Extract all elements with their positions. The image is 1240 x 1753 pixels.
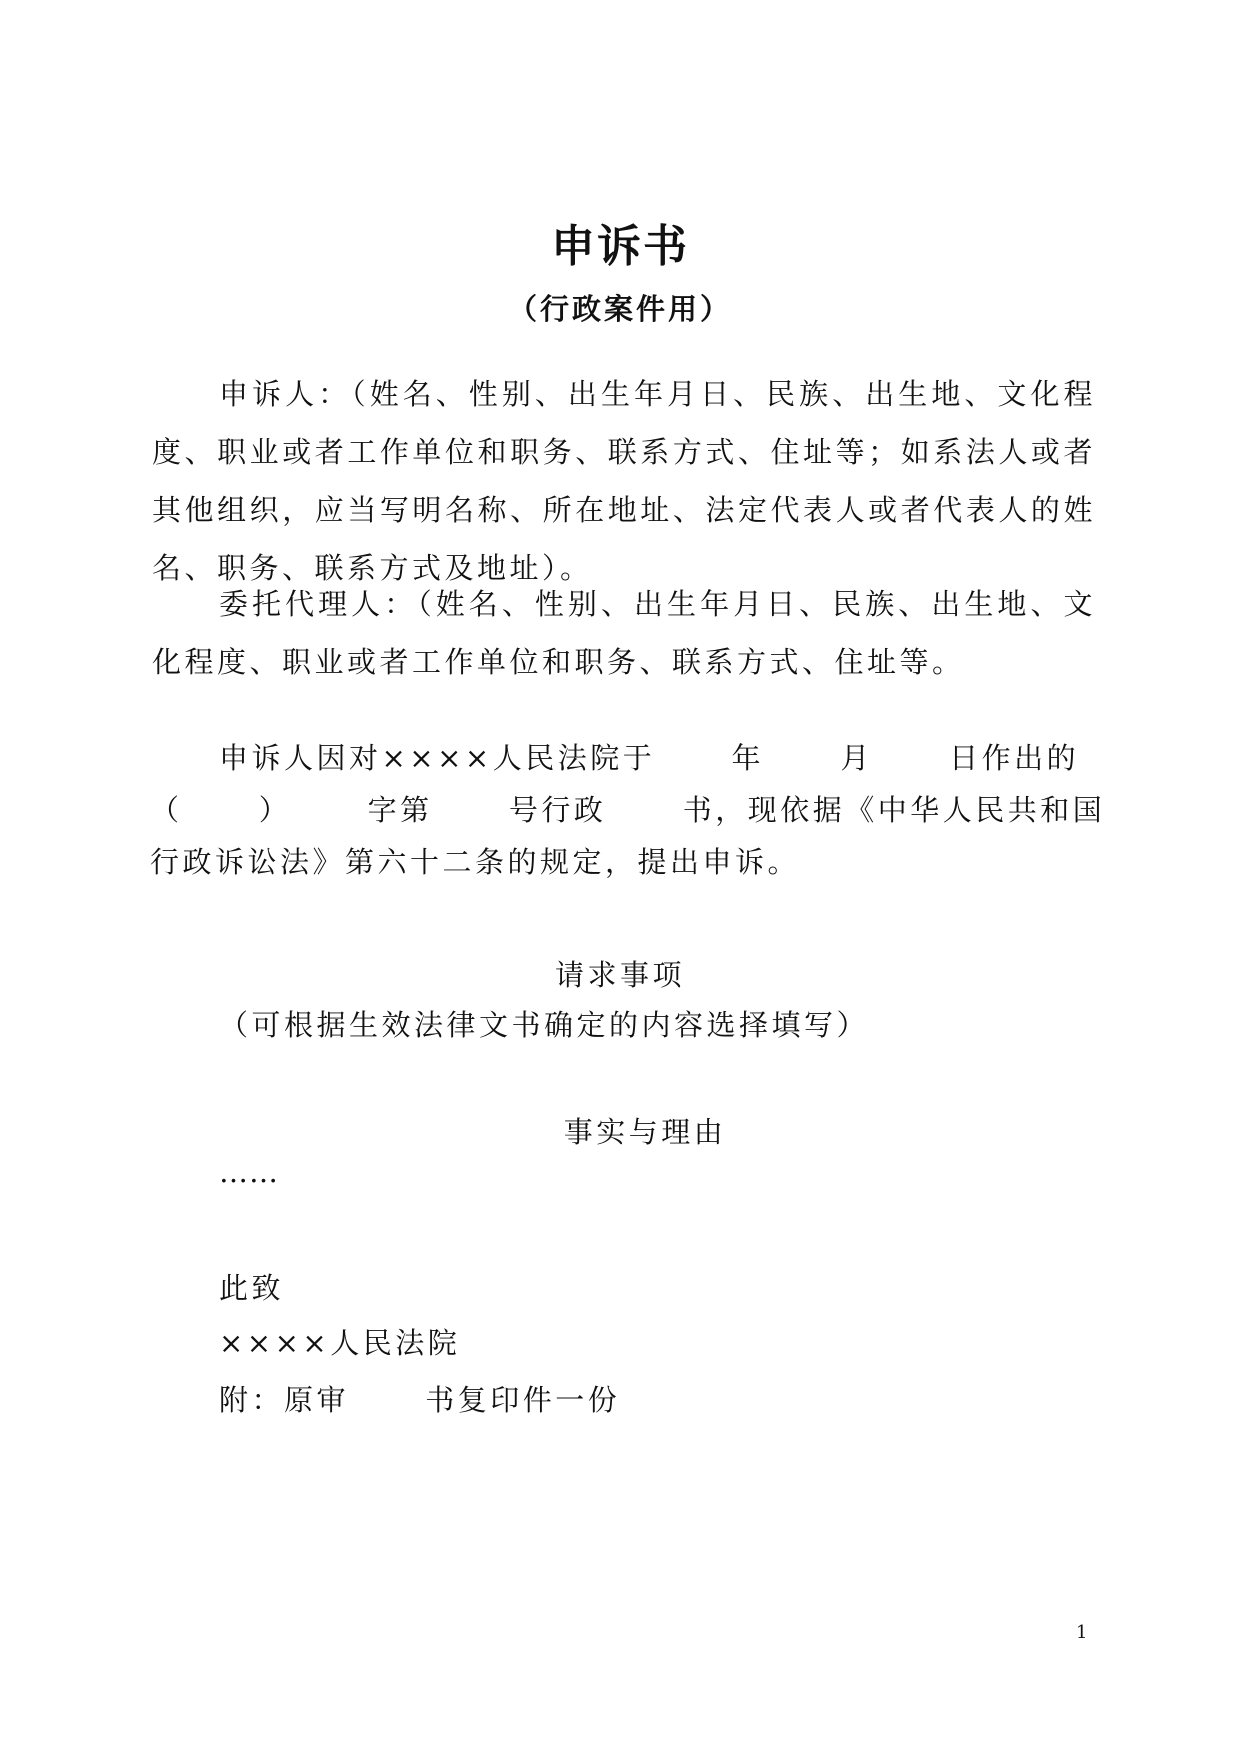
facts-heading: 事实与理由	[563, 1115, 727, 1149]
requests-note: （可根据生效法律文书确定的内容选择填写）	[219, 1008, 870, 1042]
page-number: 1	[1076, 1622, 1088, 1643]
attachment-note: 附：原审 书复印件一份	[219, 1383, 621, 1417]
closing-text: 此致	[219, 1271, 285, 1305]
appellant-paragraph: 申诉人：（姓名、性别、出生年月日、民族、出生地、文化程度、职业或者工作单位和职务、联系方式、住址等；如系法人或者其他组织，应当写明名称、所在地址、法定代表人或者代表人的姓名、职务、联系方式及地址）。	[152, 377, 1096, 585]
statement-line-1: 申诉人因对××××人民法院于 年 月 日作出的	[219, 741, 1080, 775]
agent-paragraph: 委托代理人：（姓名、性别、出生年月日、民族、出生地、文化程度、职业或者工作单位和职务、联系方式、住址等。	[152, 587, 1096, 679]
facts-body: ……	[219, 1155, 279, 1189]
statement-line-2: （ ） 字第 号行政 书，现依据《中华人民共和国	[150, 793, 1106, 827]
statement-line-3: 行政诉讼法》第六十二条的规定，提出申诉。	[150, 845, 801, 879]
requests-heading: 请求事项	[554, 958, 685, 992]
document-title: 申诉书	[551, 221, 689, 272]
court-name: ××××人民法院	[219, 1326, 461, 1360]
document-subtitle: （行政案件用）	[507, 292, 732, 326]
